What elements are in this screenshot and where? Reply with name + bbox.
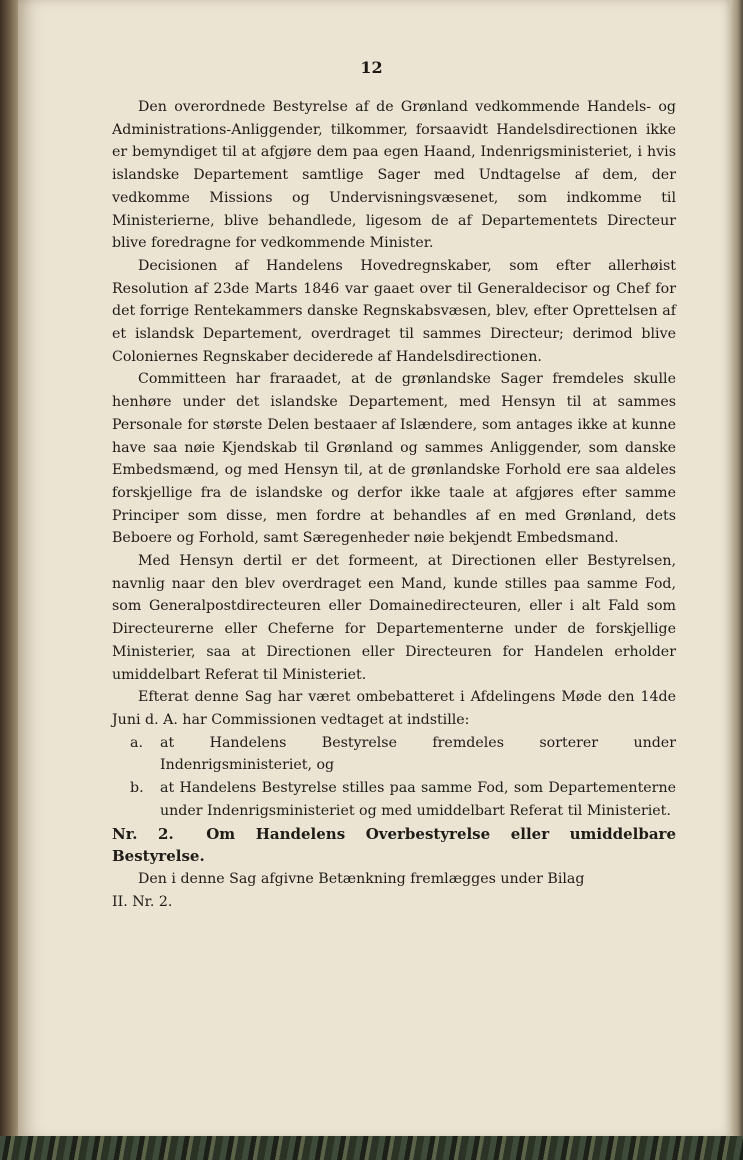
paragraph: Den overordnede Bestyrelse af de Grønland vedkommende Handels- og Administrations-Anliggender, tilkommer, forsaavidt Handelsdirectionen ikke er bemyndiget til at afgjøre dem paa egen Haand, Indenrigsministeriet, i hvis islandske Departement samtlige Sager med Undtagelse af dem, der vedkomme Missions og Undervisningsvæsenet, som indkomme til Ministerierne, blive behandlede, ligesom de af Departementets Directeur blive foredragne for vedkommende Minister. — [112, 99, 676, 252]
paragraph: Med Hensyn dertil er det formeent, at Directionen eller Bestyrelsen, navnlig naar den blev overdraget een Mand, kunde stilles paa samme Fod, som Generalpostdirecteuren eller Domainedirecteuren, eller i alt Fald som Directeurerne eller Cheferne for Departementerne under de forskjellige Ministerier, saa at Directionen eller Directeuren for Handelen erholder umiddelbart Referat til Ministeriet. — [112, 553, 676, 683]
list-item — [112, 777, 676, 822]
section-title: Om Handelens Overbestyrelse eller umiddelbare Bestyrelse. — [112, 824, 677, 866]
paragraph: Committeen har fraraadet, at de grønlandske Sager fremdeles skulle henhøre under det islandske Departement, med Hensyn til at sammes Personale for største Delen bestaaer af Islændere, som antages ikke at kunne have saa nøie Kjendskab til Grønland og sammes Anliggender, som danske Embedsmænd, og med Hensyn til, at de grønlandske Forhold ere saa aldeles forskjellige fra de islandske og derfor ikke taale at afgjøres efter samme Principer som disse, men fordre at behandles af en med Grønland, dets Beboere og Forhold, samt Særegenheder nøie bekjendt Embedsmand. — [112, 371, 676, 547]
list-item-text: at Handelens Bestyrelse stilles paa samme Fod, som Departementerne under Indenrigsministeriet og med umiddelbart Referat til Ministeriet. — [160, 780, 676, 819]
section-number: Nr. 2. — [112, 824, 174, 843]
paragraph: Efterat denne Sag har været ombebatteret i Afdelingens Møde den 14de Juni d. A. har Commissionen vedtaget at indstille: — [112, 689, 676, 728]
page-number: 12 — [360, 58, 383, 77]
paragraph — [112, 891, 676, 914]
list-item-text: at Handelens Bestyrelse fremdeles sorterer under Indenrigsministeriet, og — [160, 734, 676, 774]
recommendation-list — [112, 732, 676, 823]
page-edge — [730, 0, 743, 1140]
list-marker: a. — [130, 734, 143, 751]
list-marker: b. — [130, 780, 144, 797]
section-paragraph-end: II. Nr. 2. — [112, 893, 173, 910]
marbled-cover-edge — [0, 1136, 743, 1160]
list-item — [112, 732, 676, 777]
section-paragraph-start: Den i denne Sag afgivne Betænkning fremlægges under Bilag — [138, 870, 585, 887]
paragraph — [112, 868, 676, 891]
paragraph: Decisionen af Handelens Hovedregnskaber, som efter allerhøist Resolution af 23de Marts 1846 var gaaet over til Generaldecisor og Chef for det forrige Rentekammers danske Regnskabsvæsen, blev, efter Oprettelsen af et islandsk Departement, overdraget til sammes Directeur; derimod blive Coloniernes Regnskaber deciderede af Handelsdirectionen. — [112, 257, 676, 365]
main-text — [112, 96, 676, 913]
section-heading — [112, 823, 676, 868]
